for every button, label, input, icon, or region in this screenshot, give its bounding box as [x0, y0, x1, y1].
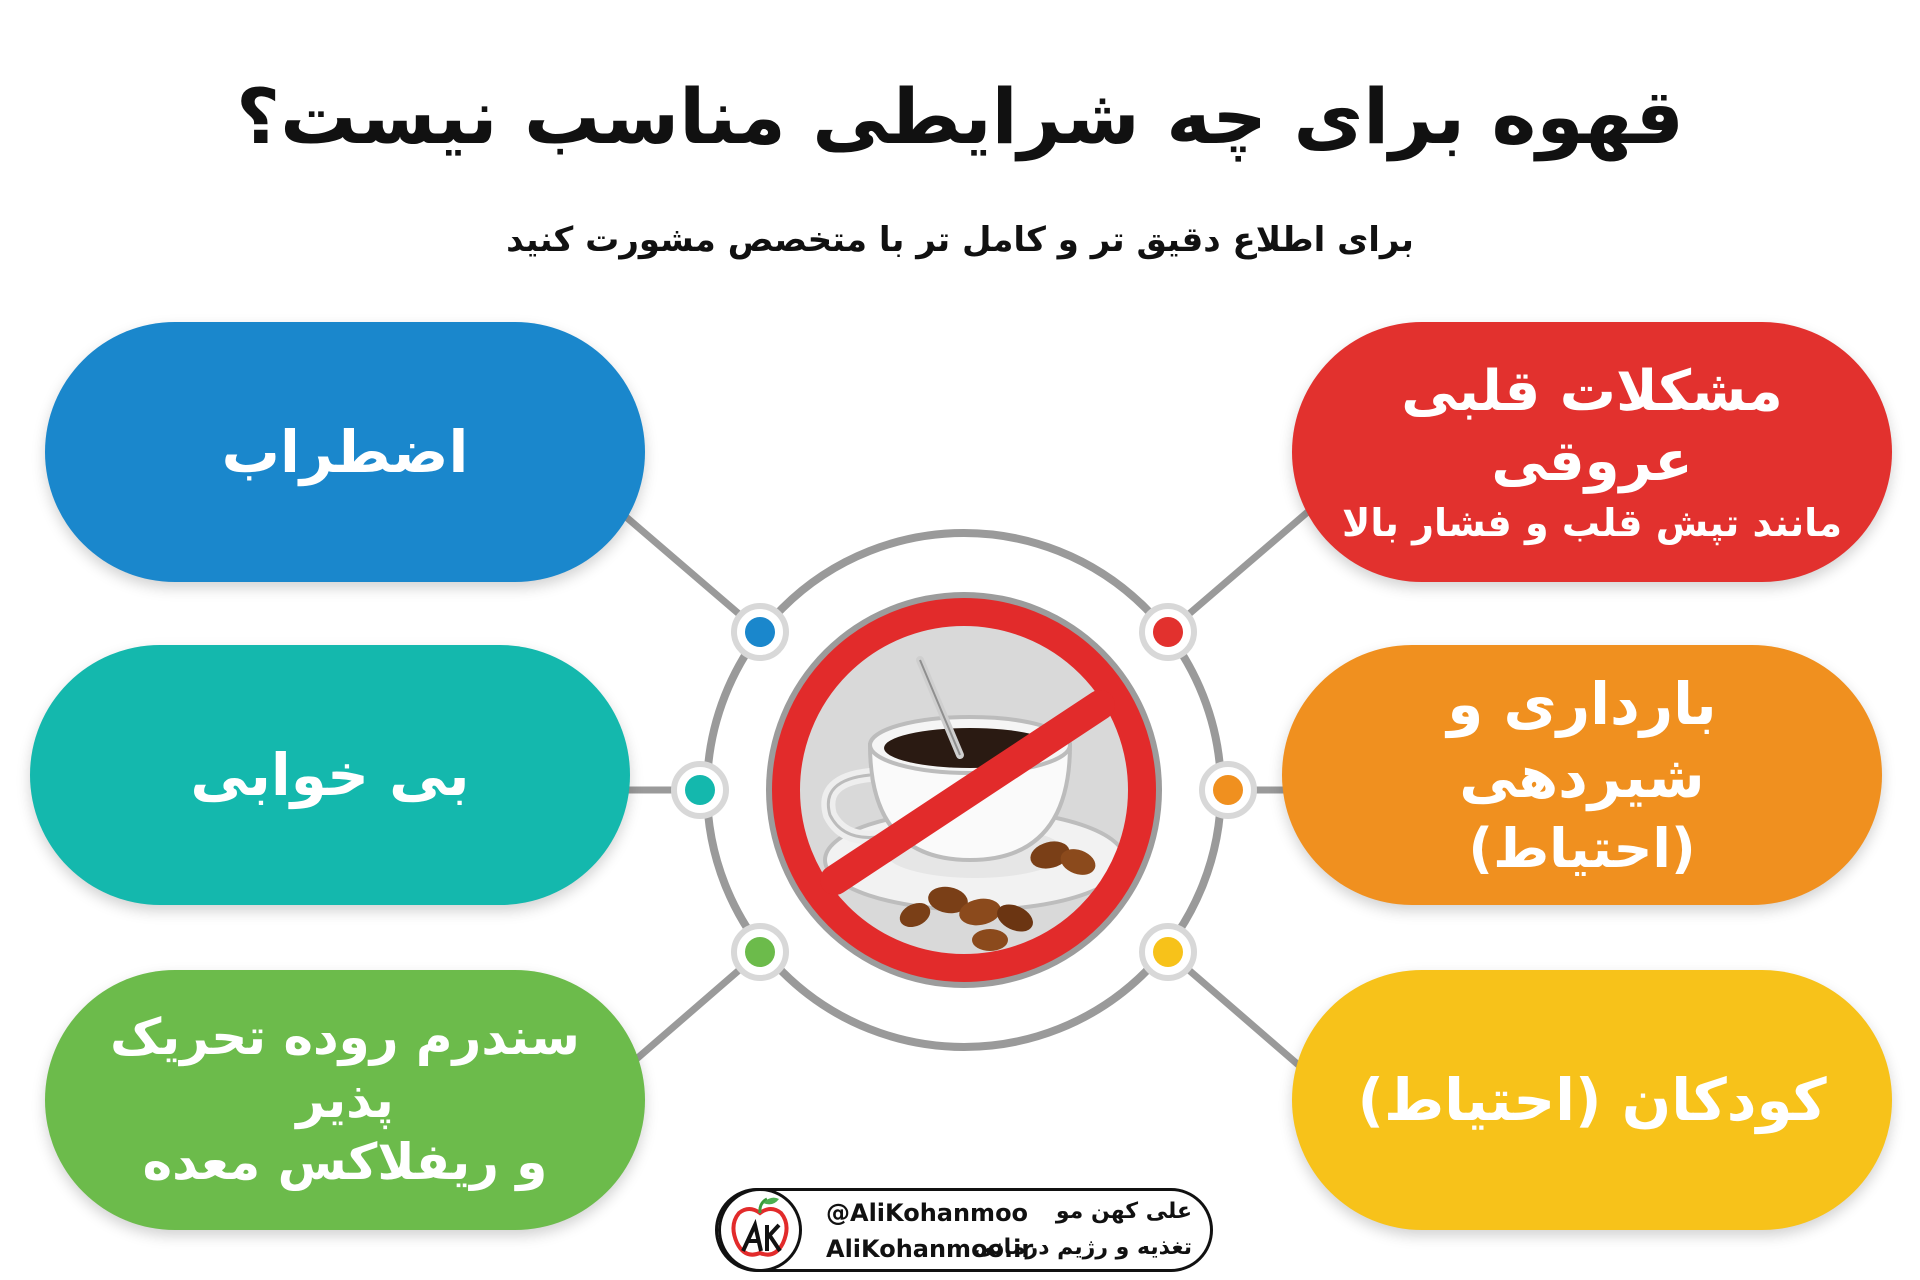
pill-ibs	[45, 970, 645, 1230]
pill-insomnia-label: بی خوابی	[190, 740, 470, 809]
pill-ibs-sublabel: و ریفلاکس معده	[142, 1133, 548, 1192]
page-subtitle: برای اطلاع دقیق تر و کامل تر با متخصص مشورت کنید	[506, 220, 1414, 260]
pill-ibs-label: سندرم روده تحریک پذیر	[110, 1008, 580, 1129]
pill-insomnia	[30, 645, 630, 905]
pill-heart	[1292, 322, 1892, 582]
pill-children	[1292, 970, 1892, 1230]
no-coffee-icon	[766, 592, 1162, 988]
page-title: قهوه برای چه شرایطی مناسب نیست؟	[236, 72, 1684, 161]
pill-pregnancy-label: بارداری و شیردهی	[1447, 670, 1717, 811]
pill-anxiety-label: اضطراب	[221, 417, 469, 486]
pill-children-label: کودکان (احتیاط)	[1357, 1065, 1827, 1134]
pill-heart-sublabel: مانند تپش قلب و فشار بالا	[1342, 501, 1842, 546]
footer-handle: @AliKohanmoo	[826, 1199, 1029, 1227]
footer-name: علی کهن مو	[1055, 1199, 1192, 1224]
footer-role: تغذیه و رژیم درمانی	[973, 1235, 1192, 1260]
pill-anxiety	[45, 322, 645, 582]
pill-heart-label: مشکلات قلبی عروقی	[1401, 359, 1783, 495]
apple-logo-icon	[718, 1188, 802, 1272]
footer-badge	[715, 1188, 1213, 1272]
pill-pregnancy	[1282, 645, 1882, 905]
footer-site: AliKohanmoo.ir	[826, 1235, 1034, 1263]
pill-pregnancy-sublabel: (احتیاط)	[1468, 817, 1696, 881]
